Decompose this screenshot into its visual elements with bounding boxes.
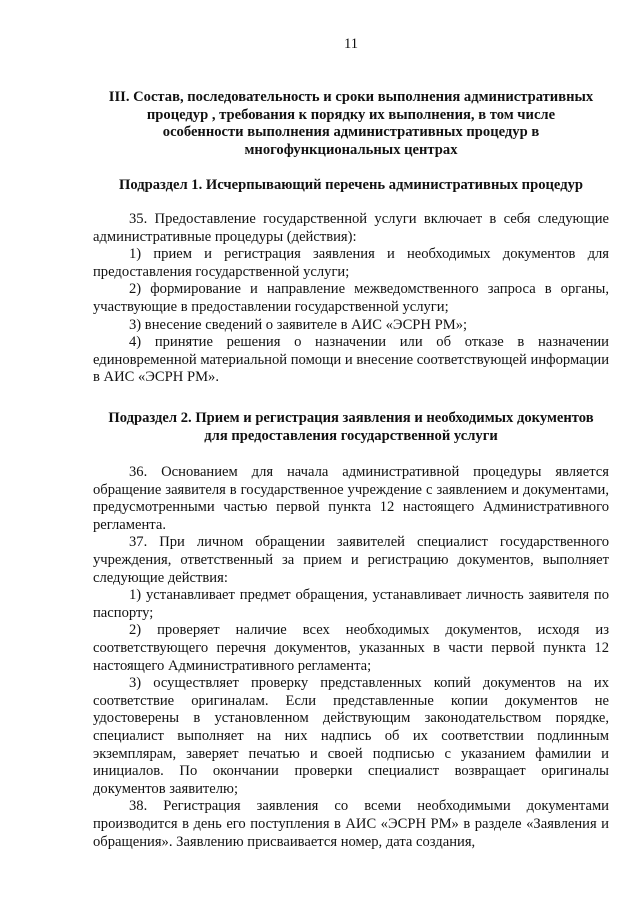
section-title-line: особенности выполнения административных процедур в <box>162 124 540 141</box>
paragraph: 3) внесение сведений о заявителе в АИС «ЭСРН РМ»; <box>129 316 468 333</box>
subsection-1-body <box>93 211 609 387</box>
section-title <box>93 89 609 159</box>
paragraph: 37. При личном обращении заявителей специалист государственного учреждения, ответственный за прием и регистрацию документов, выполняет следующие действия: <box>93 534 609 586</box>
section-title-line: процедур , требования к порядку их выполнения, в том числе <box>146 106 556 123</box>
subsection-2-title-line: для предоставления государственной услуги <box>204 427 498 444</box>
paragraph: 38. Регистрация заявления со всеми необходимыми документами производится в день его поступления в АИС «ЭСРН РМ» в разделе «Заявления и обращения». Заявлению присваивается номер, дата создания, <box>93 798 609 850</box>
paragraph: 4) принятие решения о назначении или об отказе в назначении единовременной материальной помощи и внесение соответствующей информации в АИС «ЭСРН РМ». <box>93 334 609 386</box>
page-number: 11 <box>343 36 359 52</box>
section-title-line: III. Состав, последовательность и сроки выполнения административных <box>108 89 594 105</box>
subsection-2-body <box>93 464 609 851</box>
paragraph: 1) устанавливает предмет обращения, устанавливает личность заявителя по паспорту; <box>93 587 609 621</box>
subsection-2-title-line: Подраздел 2. Прием и регистрация заявления и необходимых документов <box>108 409 594 426</box>
paragraph: 2) проверяет наличие всех необходимых документов, исходя из соответствующего перечня документов, указанных в части первой пункта 12 настоящего Административного регламента; <box>93 622 609 674</box>
section-title-line: многофункциональных центрах <box>244 141 458 158</box>
paragraph: 36. Основанием для начала административной процедуры является обращение заявителя в государственное учреждение с заявлением и документами, предусмотренными частью первой пункта 12 настоящего Административного регламента. <box>93 464 609 533</box>
paragraph: 3) осуществляет проверку представленных копий документов на их соответствие оригиналам. Если представленные копии документов не удостоверены в установленном действующим законодательством порядке, специалист выполняет на них надпись об их соответствии подлинным экземплярам, заверяет печатью и своей подписью с указанием фамилии и инициалов. По окончании проверки специалист возвращает оригиналы документов заявителю; <box>93 675 609 797</box>
subsection-1-title: Подраздел 1. Исчерпывающий перечень административных процедур <box>118 177 583 194</box>
paragraph: 35. Предоставление государственной услуги включает в себя следующие административные процедуры (действия): <box>93 210 609 245</box>
subsection-2-title <box>93 410 609 445</box>
paragraph: 1) прием и регистрация заявления и необходимых документов для предоставления государственной услуги; <box>93 246 609 280</box>
paragraph: 2) формирование и направление межведомственного запроса в органы, участвующие в предоставлении государственной услуги; <box>93 281 609 315</box>
